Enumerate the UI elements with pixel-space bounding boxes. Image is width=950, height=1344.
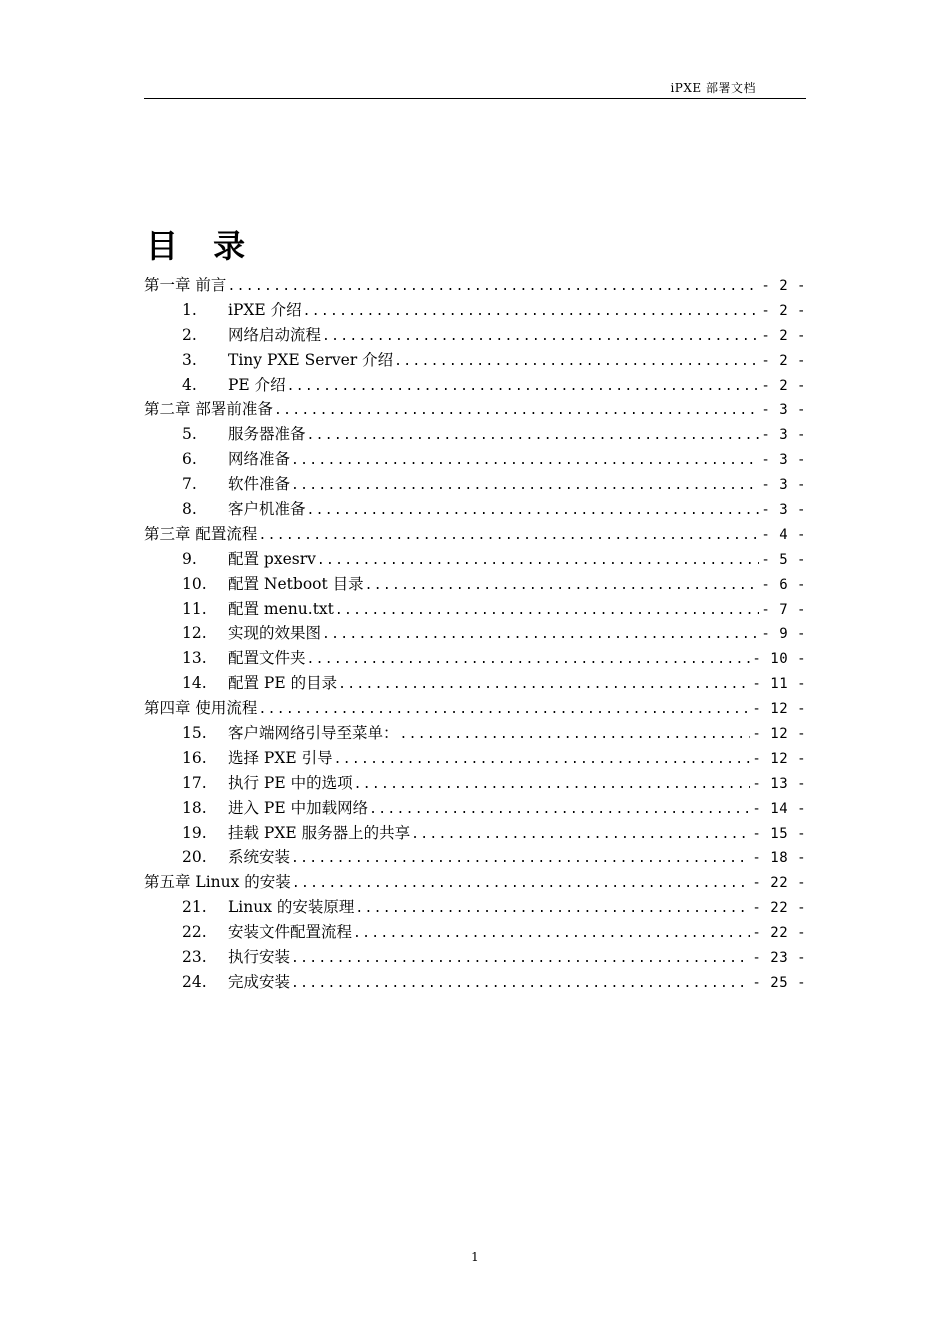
toc-dot-leader [227,275,759,298]
toc-dot-leader [317,549,759,572]
toc-entry-page: - 14 - [752,800,806,817]
toc-entry-text: 第四章 使用流程 [144,699,258,718]
toc-dot-leader [338,673,750,696]
toc-dot-leader [334,748,751,771]
toc-dot-leader [400,723,751,746]
toc-entry-number: 22. [182,923,207,942]
toc-dot-leader [307,648,751,671]
toc-entry-number: 12. [182,624,207,643]
toc-entry-number: 6. [182,450,197,469]
toc-entry-number: 17. [182,773,207,792]
toc-entry-number: 16. [182,748,207,767]
toc-dot-leader [292,872,751,895]
toc-dot-leader [303,300,760,323]
toc-entry-text: 挂载 PXE 服务器上的共享 [228,823,411,842]
toc-section-entry[interactable] [144,895,806,920]
toc-section-entry[interactable] [144,472,806,497]
toc-entry-text: PE 介绍 [228,375,286,394]
toc-entry-page: - 3 - [761,452,806,469]
toc-section-entry[interactable] [144,746,806,771]
toc-dot-leader [322,623,759,646]
toc-section-entry[interactable] [144,547,806,572]
toc-entry-text: 选择 PXE 引导 [228,748,333,767]
toc-section-entry[interactable] [144,671,806,696]
toc-entry-text: 网络启动流程 [228,325,322,344]
toc-entry-number: 2. [182,325,197,344]
toc-entry-number: 5. [182,425,197,444]
toc-entry-number: 7. [182,475,197,494]
toc-entry-page: - 3 - [761,477,806,494]
toc-entry-page: - 3 - [761,427,806,444]
toc-entry-text: 第一章 前言 [144,276,227,294]
toc-entry-page: - 6 - [761,576,806,593]
toc-entry-text: 安装文件配置流程 [228,923,353,942]
toc-dot-leader [274,399,759,422]
toc-entry-number: 20. [182,848,207,867]
toc-entry-text: 第三章 配置流程 [144,524,258,543]
toc-dot-leader [335,599,759,622]
toc-entry-text: 执行安装 [228,948,291,967]
toc-entry-number: 14. [182,674,207,693]
footer-page-number: 1 [471,1250,479,1264]
toc-entry-text: 第二章 部署前准备 [144,400,273,419]
toc-dot-leader [354,773,751,796]
toc-entry-page: - 10 - [752,651,806,668]
toc-entry-page: - 22 - [752,900,806,917]
toc-entry-number: 1. [182,300,197,319]
toc-section-entry[interactable] [144,970,806,995]
toc-entry-number: 18. [182,798,207,817]
toc-chapter-entry[interactable] [144,696,806,721]
toc-entry-page: - 2 - [761,352,806,369]
toc-entry-page: - 5 - [761,551,806,568]
toc-entry-text: 服务器准备 [228,425,306,444]
toc-entry-text: 客户机准备 [228,500,306,519]
toc-dot-leader [353,922,750,945]
toc-section-entry[interactable] [144,920,806,945]
toc-entry-number: 8. [182,500,197,519]
toc-section-entry[interactable] [144,422,806,447]
toc-chapter-entry[interactable] [144,397,806,422]
toc-entry-number: 15. [182,724,207,743]
toc-section-entry[interactable] [144,845,806,870]
toc-entry-page: - 7 - [761,601,806,618]
toc-section-entry[interactable] [144,771,806,796]
toc-entry-number: 4. [182,375,197,394]
toc-entry-text: Linux 的安装原理 [228,898,355,917]
toc-entry-text: 系统安装 [228,848,291,867]
toc-dot-leader [291,972,750,995]
toc-entry-text: Tiny PXE Server 介绍 [228,350,394,369]
toc-chapter-entry[interactable] [144,273,806,298]
toc-entry-number: 23. [182,948,207,967]
toc-entry-number: 13. [182,649,207,668]
toc-dot-leader [307,424,760,447]
toc-dot-leader [411,823,750,846]
toc-entry-number: 24. [182,972,207,991]
toc-entry-page: - 2 - [761,278,806,294]
toc-section-entry[interactable] [144,721,806,746]
toc-entry-number: 19. [182,823,207,842]
toc-entry-page: - 9 - [761,626,806,643]
toc-entry-page: - 12 - [752,750,806,767]
page-header [144,80,806,99]
toc-entry-page: - 4 - [761,526,806,543]
toc-entry-text: 实现的效果图 [228,624,322,643]
toc-chapter-entry[interactable] [144,870,806,895]
toc-entry-text: 进入 PE 中加载网络 [228,798,369,817]
toc-section-entry[interactable] [144,572,806,597]
toc-entry-page: - 2 - [761,302,806,319]
toc-entry-number: 21. [182,898,207,917]
toc-chapter-entry[interactable] [144,522,806,547]
toc-entry-page: - 2 - [761,377,806,394]
toc-entry-text: 配置文件夹 [228,649,306,668]
table-of-contents [144,273,806,995]
toc-dot-leader [258,698,750,721]
toc-section-entry[interactable] [144,796,806,821]
toc-section-entry[interactable] [144,597,806,622]
toc-section-entry[interactable] [144,945,806,970]
header-title: iPXE 部署文档 [670,81,756,95]
toc-dot-leader [365,574,760,597]
toc-entry-page: - 3 - [761,402,806,419]
toc-dot-leader [287,375,760,398]
toc-dot-leader [291,947,750,970]
toc-section-entry[interactable] [144,323,806,348]
toc-entry-page: - 22 - [752,925,806,942]
toc-entry-page: - 12 - [752,701,806,718]
toc-dot-leader [355,897,750,920]
toc-entry-page: - 25 - [752,974,806,991]
toc-section-entry[interactable] [144,646,806,671]
toc-entry-page: - 2 - [761,327,806,344]
toc-section-entry[interactable] [144,447,806,472]
toc-section-entry[interactable] [144,821,806,846]
toc-title: 目 录 [146,227,258,265]
toc-entry-text: 软件准备 [228,475,291,494]
toc-section-entry[interactable] [144,497,806,522]
toc-entry-page: - 18 - [752,850,806,867]
toc-entry-text: 网络准备 [228,450,291,469]
toc-section-entry[interactable] [144,621,806,646]
toc-entry-text: 完成安装 [228,972,291,991]
toc-dot-leader [291,847,750,870]
toc-entry-number: 11. [182,599,207,618]
toc-entry-page: - 23 - [752,950,806,967]
toc-section-entry[interactable] [144,298,806,323]
toc-section-entry[interactable] [144,348,806,373]
toc-dot-leader [322,325,759,348]
toc-dot-leader [291,474,759,497]
toc-entry-number: 10. [182,574,207,593]
toc-entry-page: - 22 - [752,875,806,892]
toc-entry-text: 配置 Netboot 目录 [228,574,364,593]
toc-dot-leader [291,449,759,472]
toc-dot-leader [369,798,750,821]
toc-entry-page: - 11 - [752,676,806,693]
toc-entry-text: iPXE 介绍 [228,300,302,319]
toc-entry-number: 9. [182,549,197,568]
toc-dot-leader [258,524,759,547]
toc-entry-text: 第五章 Linux 的安装 [144,873,291,892]
toc-dot-leader [307,499,760,522]
toc-entry-number: 3. [182,350,197,369]
toc-entry-text: 客户端网络引导至菜单： [228,724,399,743]
toc-entry-page: - 12 - [752,726,806,743]
toc-entry-text: 配置 pxesrv [228,549,316,568]
toc-entry-text: 执行 PE 中的选项 [228,773,353,792]
toc-entry-page: - 15 - [752,825,806,842]
toc-entry-page: - 13 - [752,775,806,792]
toc-section-entry[interactable] [144,373,806,398]
toc-entry-page: - 3 - [761,502,806,519]
toc-dot-leader [394,350,759,373]
toc-entry-text: 配置 menu.txt [228,599,334,618]
toc-entry-text: 配置 PE 的目录 [228,674,338,693]
